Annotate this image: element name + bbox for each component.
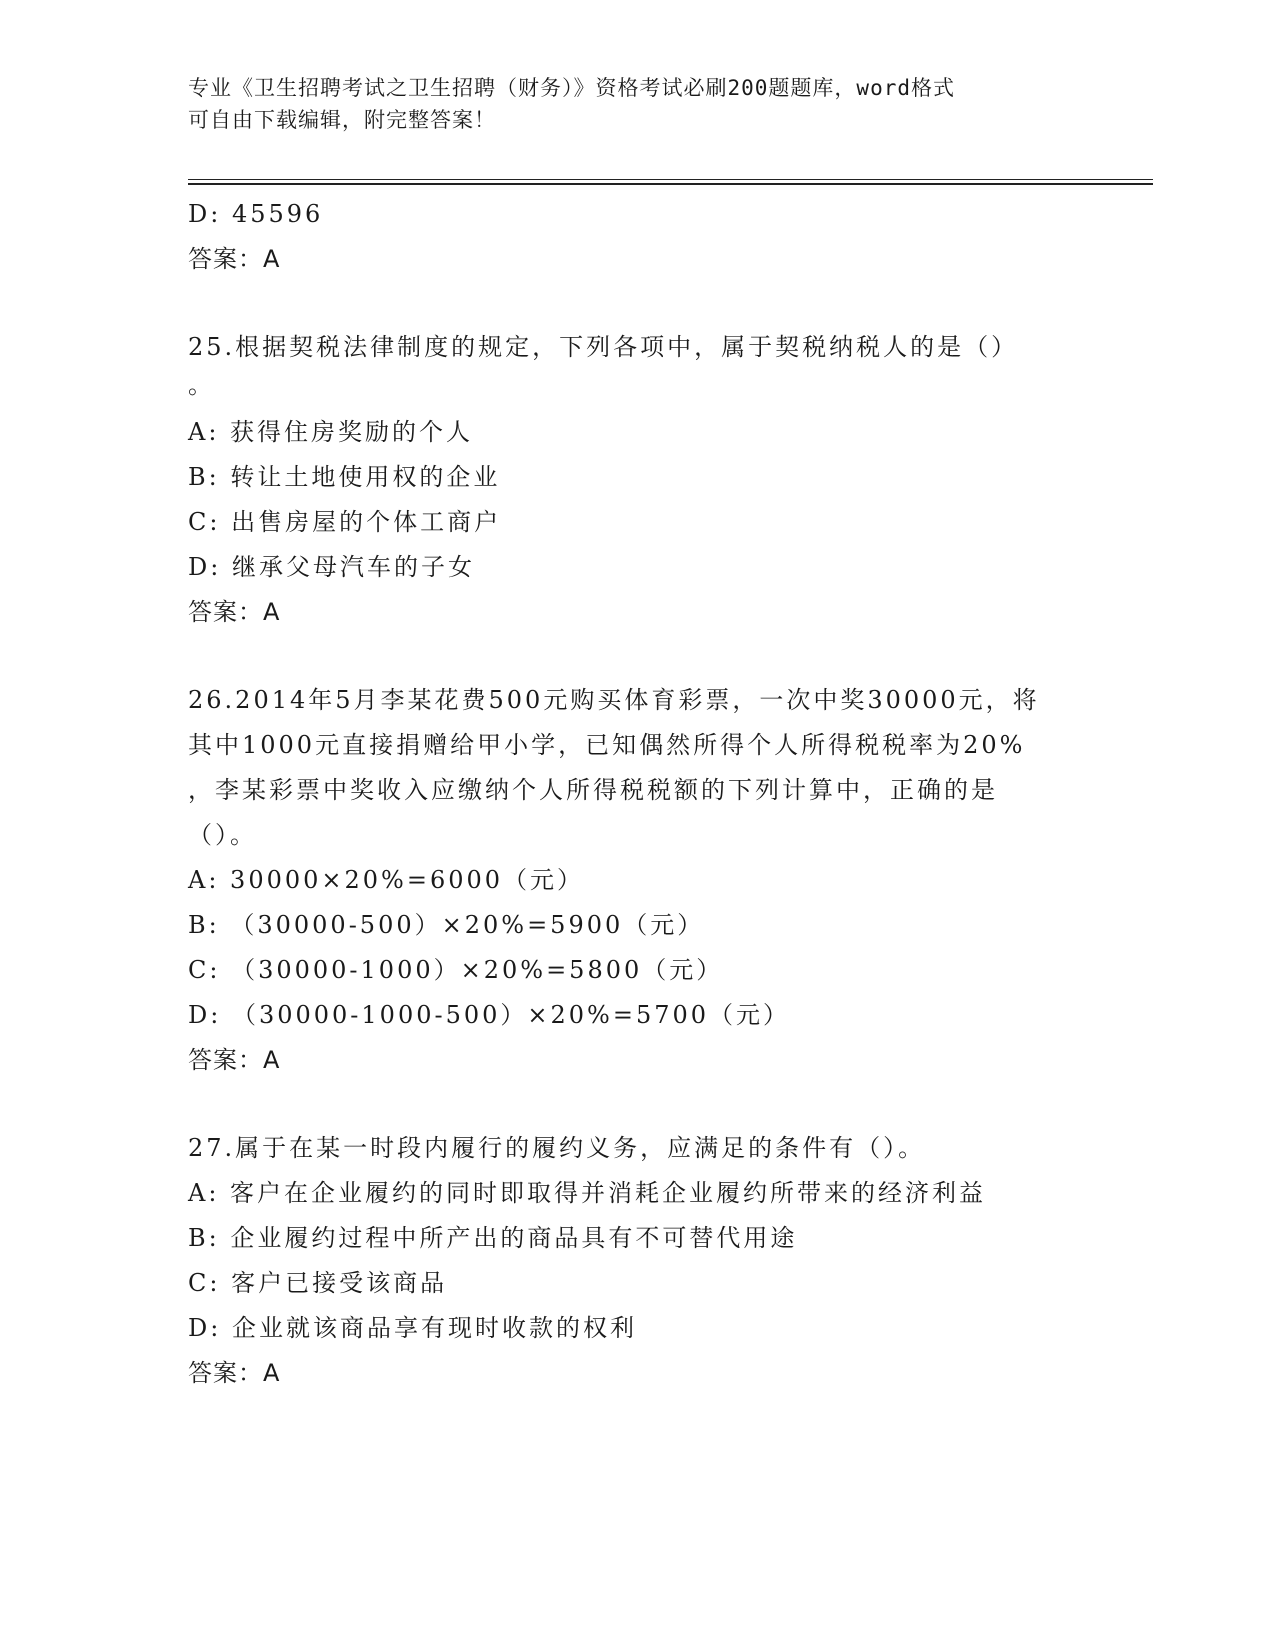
spacer xyxy=(188,1083,1088,1126)
q26-stem-line-4: （）。 xyxy=(188,821,257,849)
question-25 xyxy=(188,325,1088,635)
q27-option-c: C: 客户已接受该商品 xyxy=(188,1269,448,1297)
question-content xyxy=(188,192,1088,1396)
header-title-line-2: 可自由下载编辑，附完整答案！ xyxy=(188,108,496,132)
q27-option-a: A: 客户在企业履约的同时即取得并消耗企业履约所带来的经济利益 xyxy=(188,1179,987,1207)
page-header xyxy=(188,72,1088,136)
question-24-tail xyxy=(188,192,1088,282)
question-27 xyxy=(188,1126,1088,1396)
question-26 xyxy=(188,678,1088,1083)
q25-stem-line-2: 。 xyxy=(188,371,215,399)
q26-option-d: D: （30000-1000-500）×20%=5700（元） xyxy=(188,1001,791,1029)
q24-answer: 答案：A xyxy=(188,245,281,273)
q26-option-a: A: 30000×20%=6000（元） xyxy=(188,866,585,894)
q25-option-a: A: 获得住房奖励的个人 xyxy=(188,418,474,446)
q26-answer: 答案：A xyxy=(188,1046,281,1074)
q26-stem-line-3: ，李某彩票中奖收入应缴纳个人所得税税额的下列计算中，正确的是 xyxy=(188,776,998,804)
q25-option-b: B: 转让土地使用权的企业 xyxy=(188,463,501,491)
q25-option-c: C: 出售房屋的个体工商户 xyxy=(188,508,502,536)
q26-option-c: C: （30000-1000）×20%=5800（元） xyxy=(188,956,724,984)
q25-answer: 答案：A xyxy=(188,598,281,626)
q25-option-d: D: 继承父母汽车的子女 xyxy=(188,553,475,581)
q25-stem-line-1: 25.根据契税法律制度的规定，下列各项中，属于契税纳税人的是（） xyxy=(188,333,1019,361)
q26-option-b: B: （30000-500）×20%=5900（元） xyxy=(188,911,705,939)
q27-option-b: B: 企业履约过程中所产出的商品具有不可替代用途 xyxy=(188,1224,798,1252)
spacer xyxy=(188,282,1088,325)
header-divider-top xyxy=(188,179,1153,180)
q27-answer: 答案：A xyxy=(188,1359,281,1387)
header-title-line-1: 专业《卫生招聘考试之卫生招聘（财务）》资格考试必刷200题题库，word格式 xyxy=(188,76,955,100)
spacer xyxy=(188,635,1088,678)
q27-stem-line-1: 27.属于在某一时段内履行的履约义务，应满足的条件有（）。 xyxy=(188,1134,926,1162)
header-divider-bottom xyxy=(188,183,1153,185)
q24-option-d: D: 45596 xyxy=(188,200,324,228)
q26-stem-line-1: 26.2014年5月李某花费500元购买体育彩票，一次中奖30000元，将 xyxy=(188,686,1040,714)
q26-stem-line-2: 其中1000元直接捐赠给甲小学，已知偶然所得个人所得税税率为20% xyxy=(188,731,1026,759)
q27-option-d: D: 企业就该商品享有现时收款的权利 xyxy=(188,1314,637,1342)
